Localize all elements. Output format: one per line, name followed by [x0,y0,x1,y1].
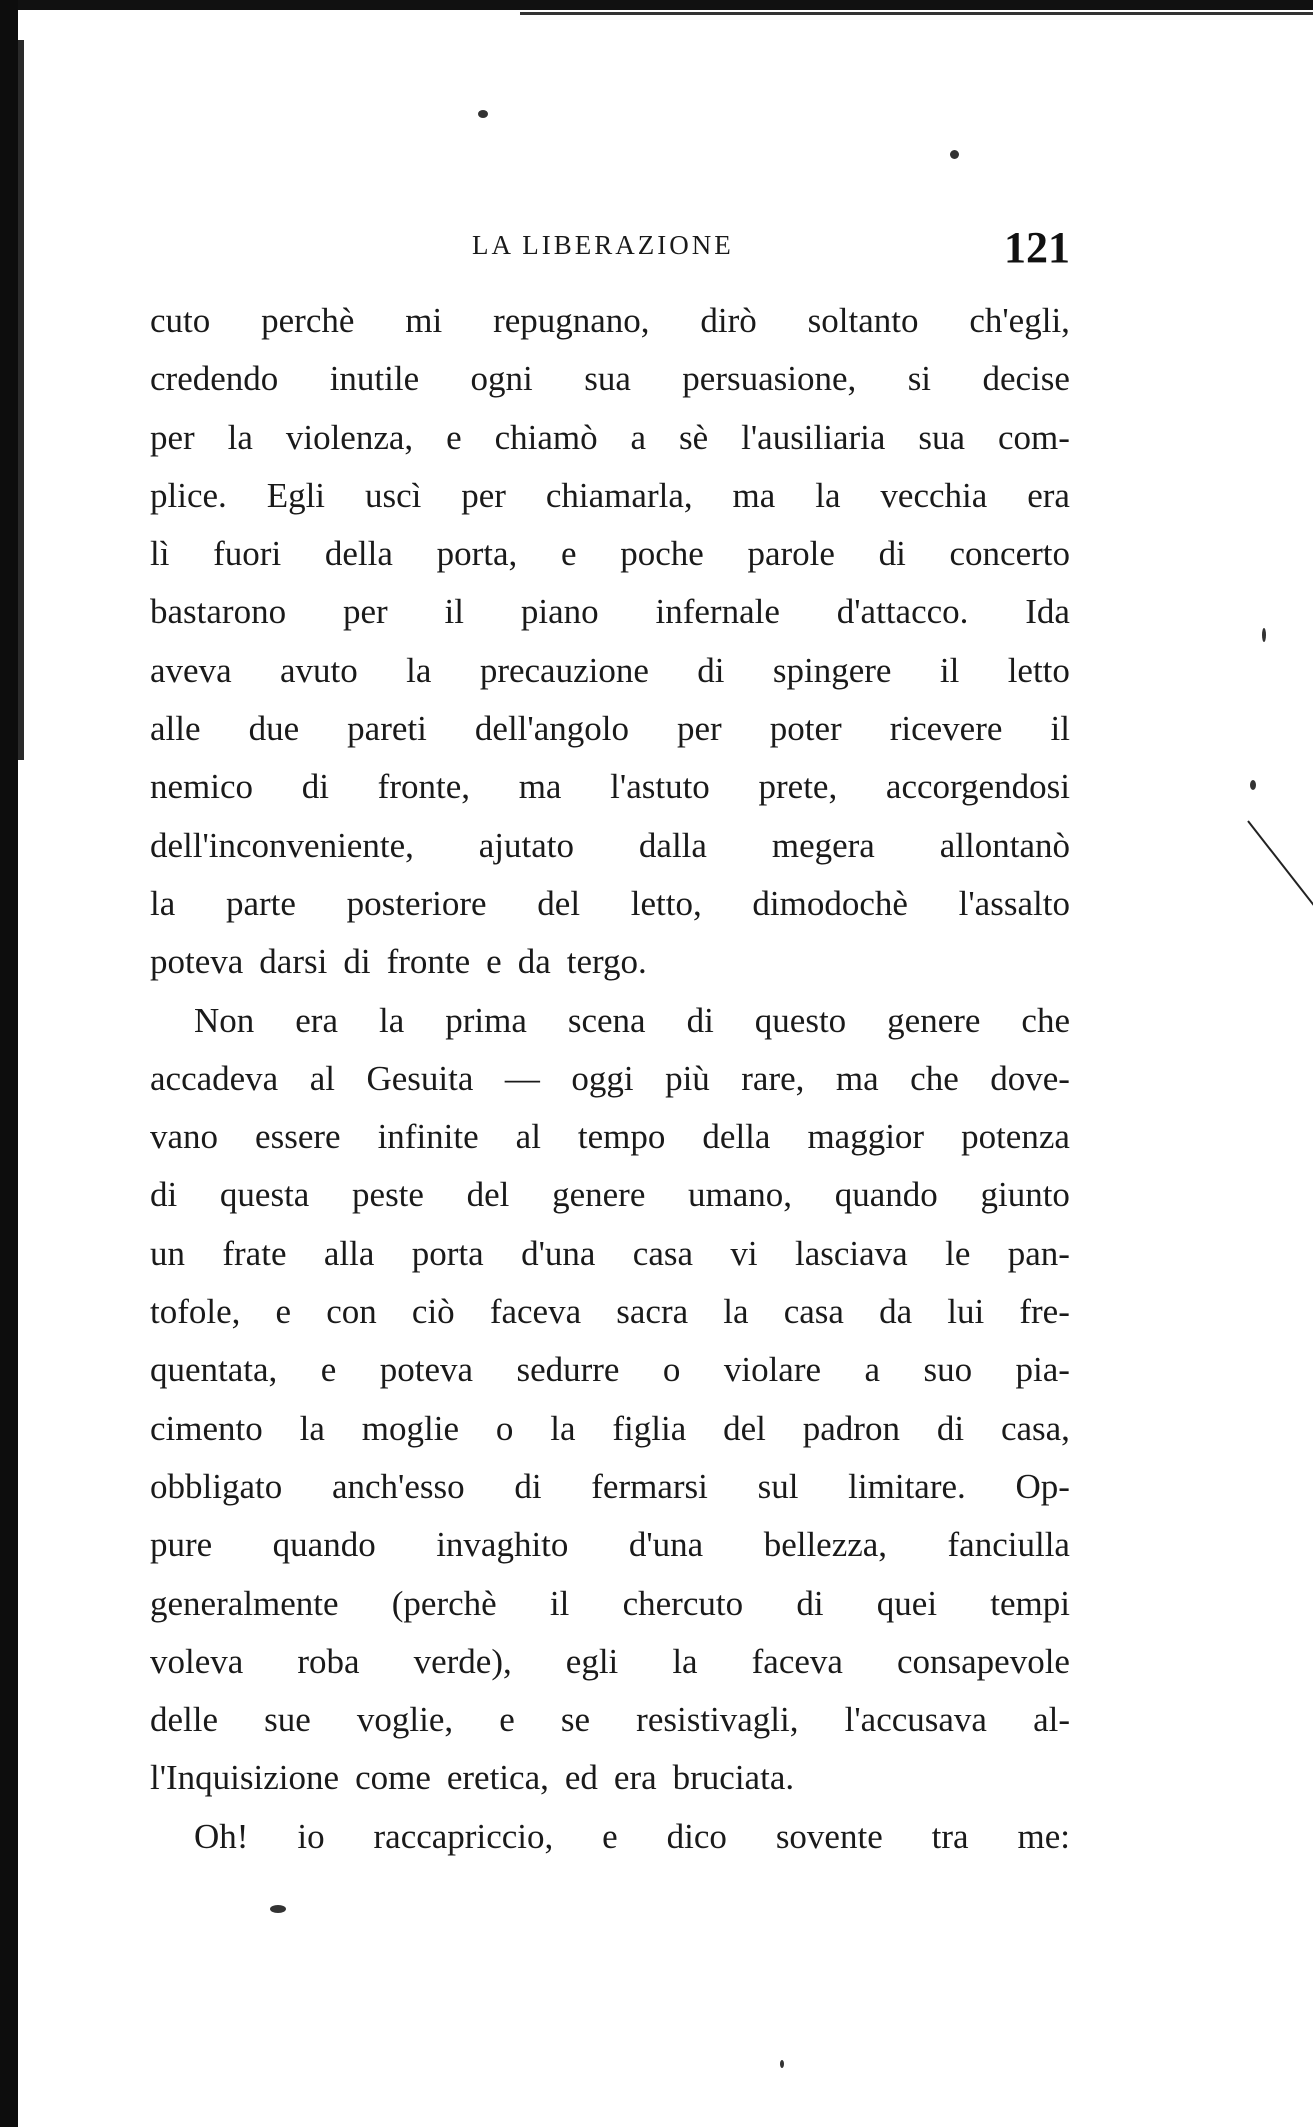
word: anch'esso [331,1466,465,1506]
word: di [150,1175,178,1215]
word: fronte, [377,767,470,807]
word: egli [565,1641,619,1681]
word: casa, [1000,1408,1070,1448]
word: se [560,1700,591,1740]
word: prima [445,1000,527,1040]
word: accadeva [150,1058,279,1098]
word: questa [219,1175,310,1215]
word: bruciata. [672,1758,795,1798]
word: del [723,1408,766,1448]
word: parole [747,534,835,574]
word: dove- [990,1058,1070,1098]
text-line [150,992,1070,1050]
word: nemico [150,767,254,807]
text-line [150,1808,1070,1866]
word: avuto [280,650,358,690]
word: parte [225,883,296,923]
text-line [150,1633,1070,1691]
word: a [864,1350,881,1390]
word: faceva [751,1641,843,1681]
word: il [444,592,464,632]
word: e [560,534,577,574]
word: o [662,1350,681,1390]
word: porta [411,1233,484,1273]
word: la [406,650,432,690]
word: l'ausiliaria [741,417,886,457]
word: persuasione, [682,359,857,399]
word: la [150,883,176,923]
text-line [150,1050,1070,1108]
word: violenza, [285,417,414,457]
word: raccapriccio, [373,1816,554,1856]
page-left-shadow [18,40,24,760]
word: l'assalto [958,883,1070,923]
text-line [150,700,1070,758]
text-line [150,583,1070,641]
word: d'una [628,1525,704,1565]
word: vano [150,1117,219,1157]
word: ajutato [478,825,575,865]
word: padron [802,1408,900,1448]
word: bastarono [150,592,287,632]
word: pia- [1015,1350,1070,1390]
word: poteva [150,942,244,982]
word: la [299,1408,325,1448]
word: (perchè [391,1583,497,1623]
word: sacra [616,1292,689,1332]
word: per [150,417,195,457]
word: ogni [470,359,533,399]
word: e [320,1350,337,1390]
word: di [878,534,906,574]
word: il [1050,709,1070,749]
word: peste [352,1175,424,1215]
word: con [326,1292,377,1332]
word: l'astuto [610,767,710,807]
word: al [515,1117,541,1157]
text-line [150,1108,1070,1166]
word: lui [947,1292,985,1332]
word: tra [931,1816,969,1856]
word: generalmente [150,1583,339,1623]
word: potenza [961,1117,1070,1157]
word: figlia [612,1408,687,1448]
word: Egli [266,475,326,515]
word: del [466,1175,510,1215]
word: era [1027,475,1070,515]
word: per [342,592,388,632]
word: e [499,1700,515,1740]
scan-speck [1262,628,1266,642]
text-line [150,1400,1070,1458]
word: di [686,1000,714,1040]
word: della [702,1117,771,1157]
word: Oh! [194,1816,249,1856]
word: — [504,1058,540,1098]
word: oggi [571,1058,634,1098]
word: aveva [150,650,232,690]
scan-speck [478,110,488,118]
word: infernale [655,592,780,632]
word: giunto [980,1175,1070,1215]
word: credendo [150,359,279,399]
word: lasciava [795,1233,908,1273]
word: dalla [638,825,707,865]
word: dico [666,1816,727,1856]
word: precauzione [479,650,649,690]
word: suo [923,1350,973,1390]
word: di [697,650,725,690]
word: chiamarla, [545,475,693,515]
text-line [150,933,1070,991]
word: questo [754,1000,847,1040]
text-line [150,292,1070,350]
text-line [150,350,1070,408]
word: ch'egli, [969,301,1070,340]
word: piano [520,592,599,632]
page-top-rule [520,12,1313,15]
word: allontanò [939,825,1070,865]
word: sovente [775,1816,883,1856]
word: mi [405,301,443,340]
word: alla [323,1233,375,1273]
word: le [945,1233,971,1273]
word: più [665,1058,710,1098]
word: sua [584,359,631,399]
word: dimodochè [752,883,908,923]
word: e [275,1292,292,1332]
word: quando [272,1525,376,1565]
word: chercuto [622,1583,744,1623]
word: scena [567,1000,646,1040]
word: dell'inconveniente, [150,825,414,865]
word: delle [150,1700,219,1740]
word: pure [150,1525,213,1565]
word: ma [835,1058,879,1098]
word: moglie [361,1408,459,1448]
word: accorgendosi [885,767,1070,807]
word: Non [194,1000,255,1040]
word: darsi [259,942,328,982]
word: lì [150,534,170,574]
text-line [150,875,1070,933]
word: resistivagli, [636,1700,799,1740]
word: cimento [150,1408,263,1448]
word: della [324,534,393,574]
word: perchè [261,301,355,340]
word: due [248,709,300,749]
word: la [815,475,841,515]
word: ricevere [889,709,1003,749]
word: prete, [758,767,838,807]
text-line [150,1749,1070,1807]
word: genere [552,1175,646,1215]
word: il [549,1583,570,1623]
text-line [150,1575,1070,1633]
word: Gesuita [366,1058,474,1098]
running-head [150,223,1070,272]
word: la [550,1408,576,1448]
word: si [907,359,932,399]
word: essere [255,1117,341,1157]
scan-speck [1250,780,1256,790]
word: e [446,417,462,457]
word: al- [1033,1700,1070,1740]
word: limitare. [848,1466,966,1506]
word: porta, [436,534,518,574]
text-line [150,1225,1070,1283]
word: che [910,1058,959,1098]
word: fuori [213,534,282,574]
word: di [301,767,329,807]
word: di [936,1408,965,1448]
word: pan- [1007,1233,1070,1273]
word: pareti [347,709,427,749]
word: concerto [949,534,1070,574]
word: di [343,942,371,982]
word: ed [564,1758,598,1798]
word: casa [783,1292,844,1332]
word: d'una [521,1233,596,1273]
word: poteva [379,1350,474,1390]
word: del [537,883,581,923]
word: da [879,1292,913,1332]
word: per [461,475,506,515]
word: il [939,650,960,690]
text-line [150,642,1070,700]
word: e [486,942,502,982]
word: repugnano, [493,301,650,340]
word: al [309,1058,335,1098]
word: sue [264,1700,311,1740]
text-line [150,409,1070,467]
word: ciò [411,1292,455,1332]
word: casa [632,1233,694,1273]
word: frate [222,1233,287,1273]
word: Op- [1015,1466,1070,1506]
word: me: [1017,1816,1070,1856]
word: poche [620,534,704,574]
word: tergo. [566,942,647,982]
word: fre- [1019,1292,1070,1332]
word: chiamò [494,417,598,457]
text-line [150,1283,1070,1341]
word: tofole, [150,1292,241,1332]
word: bellezza, [763,1525,888,1565]
word: roba [297,1641,360,1681]
word: violare [723,1350,822,1390]
word: megera [771,825,875,865]
word: di [796,1583,824,1623]
word: io [297,1816,325,1856]
word: decise [982,359,1070,399]
text-line [150,817,1070,875]
word: voglie, [356,1700,454,1740]
word: uscì [364,475,422,515]
word: posteriore [346,883,487,923]
word: di [514,1466,542,1506]
word: sedurre [516,1350,620,1390]
word: e [602,1816,618,1856]
word: cuto [150,301,211,340]
word: l'accusava [844,1700,987,1740]
scan-speck [780,2060,784,2068]
word: plice. [150,475,227,515]
text-line [150,1691,1070,1749]
word: era [613,1758,657,1798]
text-line [150,525,1070,583]
word: vecchia [880,475,988,515]
word: voleva [150,1641,244,1681]
word: poter [769,709,842,749]
word: come [355,1758,431,1798]
word: alle [150,709,201,749]
word: la [227,417,253,457]
word: letto [1007,650,1070,690]
word: verde), [413,1641,512,1681]
text-line [150,1166,1070,1224]
text-line [150,758,1070,816]
word: rare, [741,1058,805,1098]
word: dirò [700,301,757,340]
word: genere [887,1000,981,1040]
word: quei [876,1583,938,1623]
word: da [517,942,551,982]
word: la [672,1641,698,1681]
running-title: LA LIBERAZIONE [472,230,734,260]
word: per [677,709,722,749]
word: tempi [990,1583,1070,1623]
word: la [723,1292,749,1332]
word: faceva [489,1292,582,1332]
word: consapevole [896,1641,1070,1681]
word: quando [834,1175,938,1215]
word: sè [679,417,709,457]
text-line [150,1458,1070,1516]
word: letto, [630,883,702,923]
page-left-edge [0,0,18,2127]
word: eretica, [446,1758,549,1798]
word: Ida [1025,592,1070,632]
text-line [150,1516,1070,1574]
word: o [495,1408,514,1448]
word: vi [730,1233,758,1273]
word: umano, [688,1175,793,1215]
word: spingere [772,650,892,690]
word: obbligato [150,1466,283,1506]
word: la [378,1000,405,1040]
word: ma [518,767,562,807]
word: dell'angolo [474,709,629,749]
word: quentata, [150,1350,278,1390]
word: un [150,1233,185,1273]
word: era [295,1000,338,1040]
word: sul [757,1466,799,1506]
word: soltanto [807,301,919,340]
word: tempo [577,1117,666,1157]
scan-speck [270,1905,286,1913]
text-line [150,467,1070,525]
body-text [150,292,1070,1866]
word: com- [997,417,1070,457]
text-line [150,1341,1070,1399]
word: maggior [807,1117,925,1157]
word: sua [918,417,966,457]
word: infinite [377,1117,479,1157]
word: d'attacco. [836,592,969,632]
word: inutile [329,359,420,399]
scan-speck [950,150,959,159]
word: ma [732,475,776,515]
word: fermarsi [591,1466,708,1506]
word: l'Inquisizione [150,1758,340,1798]
word: fronte [386,942,471,982]
page-number: 121 [1004,223,1070,272]
page-top-edge [0,0,1313,10]
scan-mark [1247,820,1313,908]
word: a [630,417,647,457]
word: invaghito [436,1525,569,1565]
word: che [1021,1000,1070,1040]
word: fanciulla [947,1525,1070,1565]
